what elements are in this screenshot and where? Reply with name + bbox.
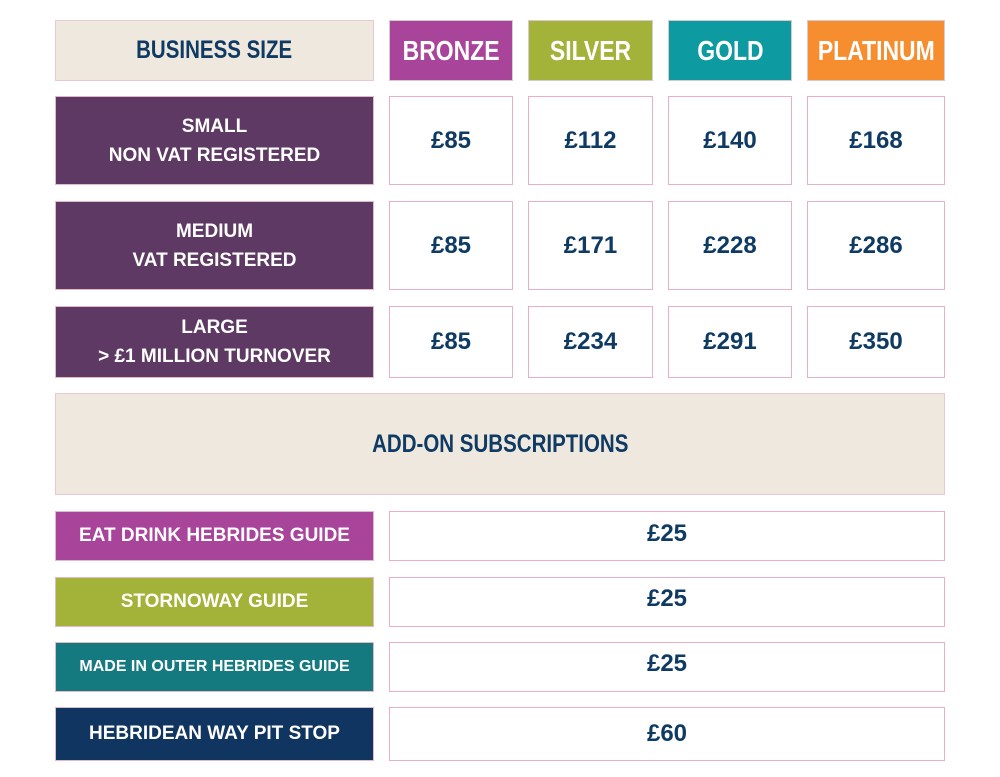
row-label-line2: > £1 MILLION TURNOVER (98, 346, 331, 367)
tier-label: BRONZE (402, 34, 500, 66)
addon-price-made-in-outer-hebrides: £25 (389, 642, 945, 692)
addon-label-stornoway: STORNOWAY GUIDE (55, 577, 374, 627)
price-small-silver: £112 (528, 96, 653, 185)
price-medium-platinum: £286 (807, 201, 945, 290)
price-small-platinum: £168 (807, 96, 945, 185)
business-size-header (55, 20, 374, 81)
row-label-medium (55, 201, 374, 290)
price-medium-silver: £171 (528, 201, 653, 290)
price-small-bronze: £85 (389, 96, 513, 185)
addons-title-label: ADD-ON SUBSCRIPTIONS (371, 429, 629, 458)
addons-title (55, 393, 945, 495)
row-label-line1: LARGE (181, 317, 248, 338)
tier-label: PLATINUM (817, 34, 935, 66)
addon-label-hebridean-way: HEBRIDEAN WAY PIT STOP (55, 707, 374, 761)
row-label-line1: SMALL (181, 115, 248, 137)
price-large-silver: £234 (528, 306, 653, 378)
addon-label-eat-drink: EAT DRINK HEBRIDES GUIDE (55, 511, 374, 561)
tier-header-gold (668, 20, 792, 81)
addon-price-stornoway: £25 (389, 577, 945, 627)
addon-price-eat-drink: £25 (389, 511, 945, 561)
row-label-small (55, 96, 374, 185)
price-small-gold: £140 (668, 96, 792, 185)
row-label-line1: MEDIUM (175, 220, 254, 242)
business-size-label: BUSINESS SIZE (136, 36, 293, 64)
price-medium-bronze: £85 (389, 201, 513, 290)
addon-price-hebridean-way: £60 (389, 707, 945, 761)
price-large-gold: £291 (668, 306, 792, 378)
tier-header-platinum (807, 20, 945, 81)
addon-label-made-in-outer-hebrides: MADE IN OUTER HEBRIDES GUIDE (55, 642, 374, 692)
tier-label: GOLD (696, 34, 764, 66)
row-label-line2: VAT REGISTERED (132, 249, 297, 271)
price-large-bronze: £85 (389, 306, 513, 378)
row-label-large (55, 306, 374, 378)
price-large-platinum: £350 (807, 306, 945, 378)
price-medium-gold: £228 (668, 201, 792, 290)
tier-header-silver (528, 20, 653, 81)
tier-label: SILVER (549, 34, 632, 66)
tier-header-bronze (389, 20, 513, 81)
row-label-line2: NON VAT REGISTERED (108, 144, 321, 166)
